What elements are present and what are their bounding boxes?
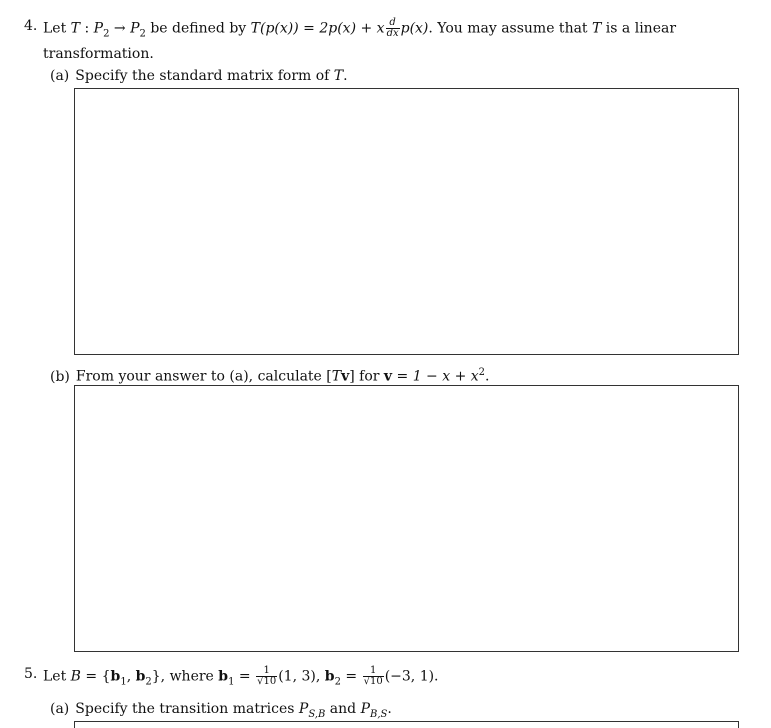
q5-b1: b [110,668,121,685]
q5-b1-sub: 1 [120,676,127,688]
q5a-label: (a) [50,701,70,717]
q4-suffix: . You may assume that [428,20,593,37]
answer-box-4b[interactable] [74,385,739,652]
q4-P2-domain-sub: 2 [103,28,110,40]
q5-close: }, where [151,668,219,685]
q4b-T: T [331,368,342,385]
q5-eq1: = [234,668,256,685]
q4a-text: Specify the standard matrix form of [75,68,334,84]
q4a-T: T [333,68,344,84]
q5-fraction-2 [363,666,384,687]
q4b-v2: v [383,368,393,385]
q5-b2-def: b [324,668,335,685]
q5a-text: Specify the transition matrices [75,701,299,717]
q4-colon: : [80,20,94,37]
q4-T2: T [592,20,602,37]
q5-vec2: (−3, 1). [384,668,439,685]
q4b-mid: ] for [349,368,384,385]
question-4-number: 4. [24,18,38,34]
q4b-text: From your answer to (a), calculate [ [75,368,332,385]
q4b-suffix: . [485,368,490,385]
q4-is-linear: is a linear [601,20,677,37]
q5a-P-BS-sub: B,S [370,708,388,720]
q4a-label: (a) [50,68,70,84]
q4b-label: (b) [50,368,70,385]
q5-frac1-num: 1 [256,666,277,677]
q4-P2-domain: P [93,20,104,37]
q5-frac2-num: 1 [363,666,384,677]
q4-derivative-fraction [386,18,400,39]
q4b-v: v [341,368,350,385]
q5-frac2-den: √10 [363,676,383,687]
q5a-P-SB-sub: S,B [308,708,326,720]
q5-b2-def-sub: 2 [334,676,341,688]
q4b-expr-sup: 2 [478,367,486,378]
q4b-expr: = 1 − x + x [392,368,479,385]
q4-formula-mid: (p(x)) = 2p(x) + x [260,20,385,37]
answer-box-5a[interactable] [74,721,739,728]
q5-B: B [70,668,81,685]
q4-T: T [70,20,81,37]
q4-formula-lhs: T [250,20,260,37]
q5-b1-def-sub: 1 [228,676,235,688]
q4-P2-codomain: P [130,20,140,37]
q4-P2-codomain-sub: 2 [139,28,146,40]
q5-comma: , [126,668,136,685]
q4a-suffix: . [343,68,348,84]
q4-frac-den: dx [386,28,399,39]
q4-frac-num: d [386,18,400,29]
q5-b2: b [135,668,146,685]
q4-formula-end: p(x) [400,20,429,37]
question-4a [50,66,348,86]
question-5-number: 5. [24,666,38,682]
q5a-P-BS: P [360,701,370,717]
q4-defined-by: be defined by [145,20,251,37]
question-4b [50,363,489,387]
q5a-and: and [325,701,361,717]
q5a-suffix: . [387,701,392,717]
q4-prefix: Let [43,20,71,37]
q5-eq2: = [340,668,362,685]
q5-b2-sub: 2 [145,676,152,688]
q5-vec1: (1, 3), [278,668,325,685]
question-5-text [43,666,743,692]
q5-fraction-1 [256,666,277,687]
q5-prefix: Let [43,668,71,685]
q4-line2: transformation. [43,46,154,63]
question-4-text [43,18,743,64]
q4-arrow: → [109,20,131,37]
q5-b1-def: b [218,668,229,685]
q5-eq-open: = { [80,668,111,685]
q5-frac1-den: √10 [257,676,277,687]
answer-box-4a[interactable] [74,88,739,355]
q5a-P-SB: P [298,701,309,717]
